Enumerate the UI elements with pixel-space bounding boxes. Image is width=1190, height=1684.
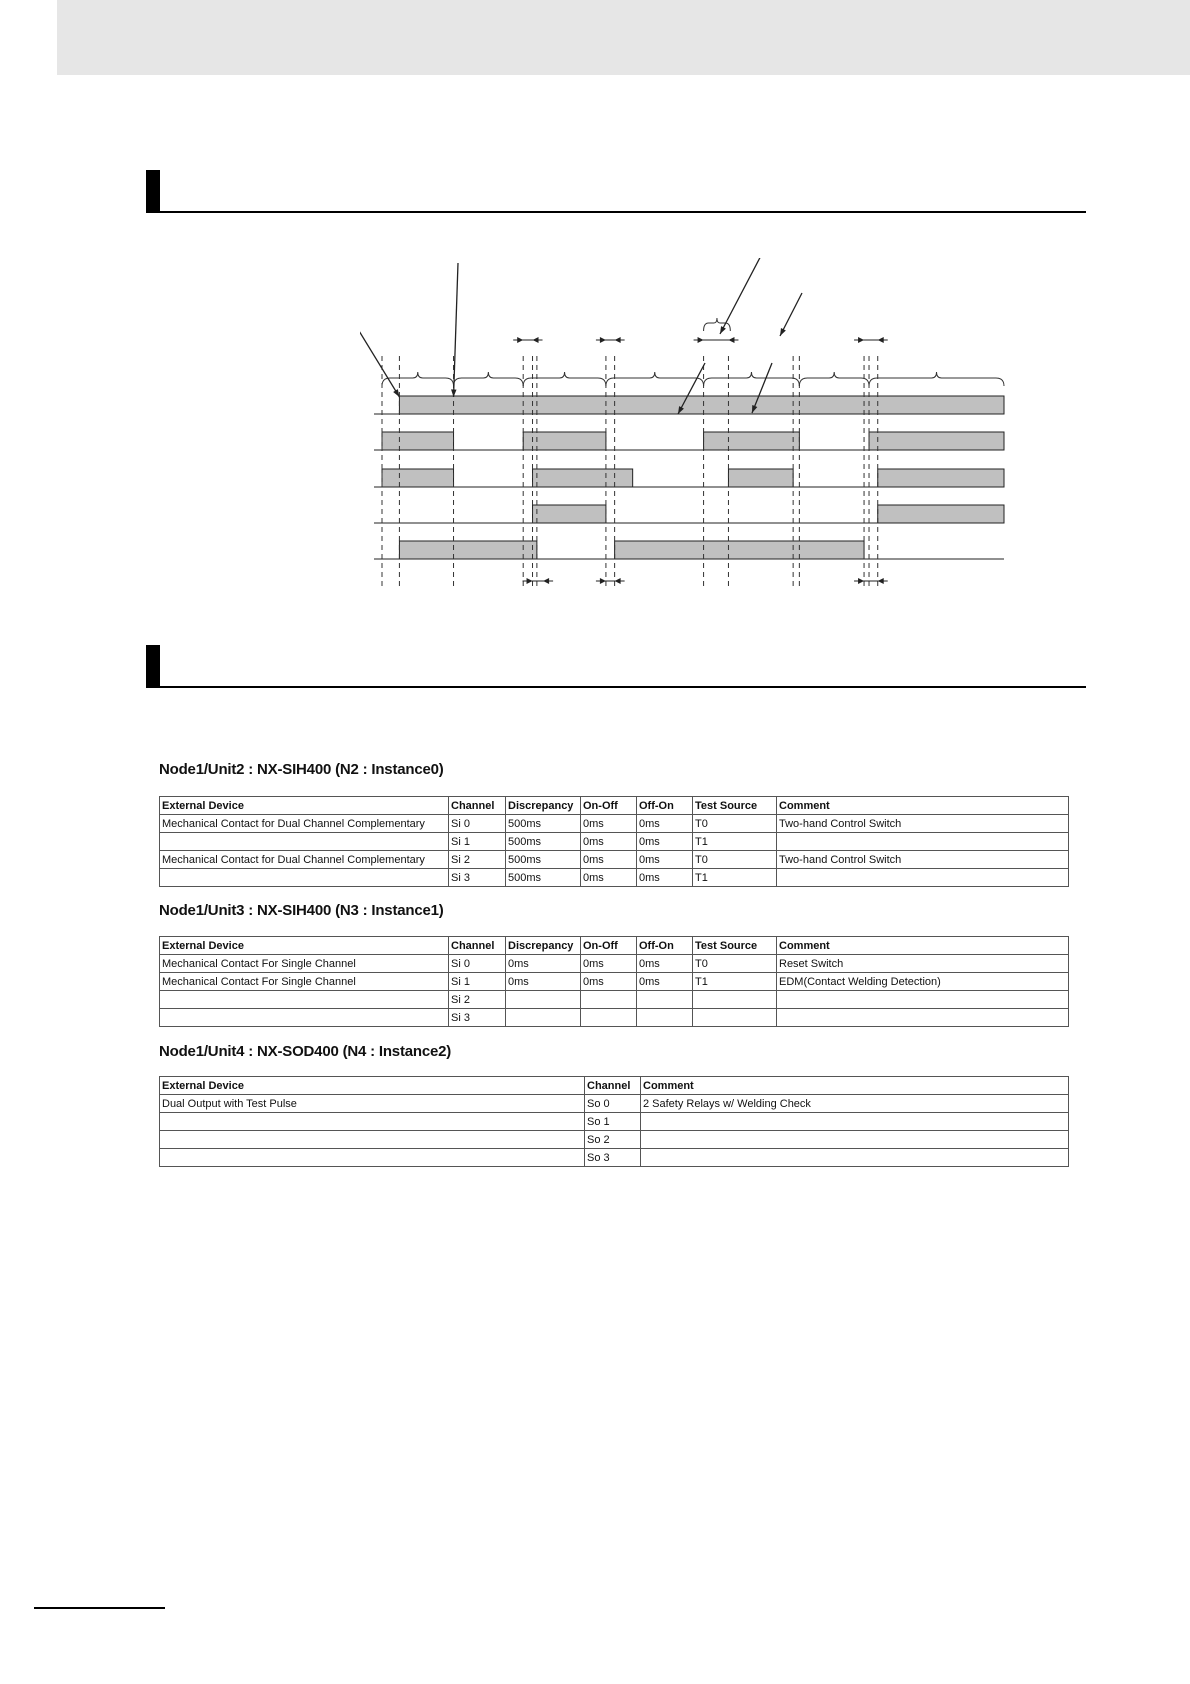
signal-pulse [615,541,864,559]
cell-channel: Si 0 [449,815,506,833]
cell-test-source [693,991,777,1009]
cell-test-source [693,1009,777,1027]
leader-line [360,303,399,397]
table-row [160,955,1069,973]
header-comment: Comment [777,797,1069,815]
timing-arrowhead [615,578,621,584]
cell-comment [777,991,1069,1009]
cell-external-device [160,1149,585,1167]
cell-comment [641,1113,1069,1131]
timing-arrowhead [533,337,539,343]
signal-pulse [533,505,606,523]
table-row [160,833,1069,851]
section-heading-rule [146,211,1086,213]
timing-arrowhead [878,337,884,343]
interval-brace [454,372,524,386]
table-row [160,869,1069,887]
interval-brace [799,372,869,386]
interval-brace [704,372,800,386]
header-test-source: Test Source [693,937,777,955]
cell-channel: Si 2 [449,991,506,1009]
cell-external-device: Dual Output with Test Pulse [160,1095,585,1113]
signal-pulse [869,432,1004,450]
table-header-row [160,937,1069,955]
cell-external-device [160,1131,585,1149]
cell-channel: Si 3 [449,869,506,887]
unit2-config-table [159,796,1069,887]
table-row [160,851,1069,869]
header-channel: Channel [449,937,506,955]
cell-channel: So 3 [585,1149,641,1167]
cell-channel: Si 1 [449,833,506,851]
signal-pulse [382,469,454,487]
cell-external-device: Mechanical Contact for Dual Channel Complementary [160,851,449,869]
header-channel: Channel [449,797,506,815]
interval-brace [869,372,1004,386]
signal-pulse [399,541,536,559]
cell-discrepancy [506,1009,581,1027]
cell-channel: Si 3 [449,1009,506,1027]
header-comment: Comment [641,1077,1069,1095]
cell-external-device [160,991,449,1009]
cell-channel: So 0 [585,1095,641,1113]
leader-arrowhead [780,328,786,336]
header-band [57,0,1190,75]
cell-external-device [160,1113,585,1131]
interval-brace [382,372,454,386]
header-off-on: Off-On [637,937,693,955]
table-row [160,991,1069,1009]
cell-discrepancy: 0ms [506,955,581,973]
timing-arrowhead [600,337,606,343]
timing-arrowhead [728,337,734,343]
cell-on-off: 0ms [581,955,637,973]
cell-comment: EDM(Contact Welding Detection) [777,973,1069,991]
section-heading-rule [146,686,1086,688]
cell-external-device [160,869,449,887]
section-heading-marker [146,645,160,688]
unit4-config-table [159,1076,1069,1167]
cell-on-off: 0ms [581,833,637,851]
header-discrepancy: Discrepancy [506,797,581,815]
cell-external-device: Mechanical Contact For Single Channel [160,973,449,991]
leader-arrowhead [393,389,399,397]
cell-test-source: T0 [693,851,777,869]
signal-pulse [399,396,1004,414]
cell-comment: 2 Safety Relays w/ Welding Check [641,1095,1069,1113]
cell-test-source: T1 [693,973,777,991]
cell-external-device [160,833,449,851]
cell-discrepancy: 0ms [506,973,581,991]
unit-title: Node1/Unit3 : NX-SIH400 (N3 : Instance1) [159,902,444,919]
table-header-row [160,797,1069,815]
cell-comment [777,869,1069,887]
unit3-config-table [159,936,1069,1027]
timing-arrowhead [527,578,533,584]
cell-off-on: 0ms [637,869,693,887]
timing-arrowhead [858,578,864,584]
cell-off-on: 0ms [637,833,693,851]
header-off-on: Off-On [637,797,693,815]
timing-arrowhead [878,578,884,584]
timing-arrowhead [600,578,606,584]
cell-channel: Si 1 [449,973,506,991]
signal-pulse [533,469,633,487]
signal-pulse [382,432,454,450]
cell-test-source: T0 [693,815,777,833]
cell-comment: Reset Switch [777,955,1069,973]
table-row [160,1095,1069,1113]
section-heading-bar-2 [146,645,1086,688]
cell-on-off: 0ms [581,815,637,833]
signal-pulse [728,469,793,487]
table-row [160,1113,1069,1131]
cell-channel: So 1 [585,1113,641,1131]
cell-external-device: Mechanical Contact For Single Channel [160,955,449,973]
timing-arrowhead [858,337,864,343]
cell-discrepancy: 500ms [506,833,581,851]
interval-brace [523,372,606,386]
signal-pulse [878,469,1004,487]
signal-pulse [704,432,800,450]
header-external-device: External Device [160,797,449,815]
cell-comment: Two-hand Control Switch [777,851,1069,869]
cell-test-source: T0 [693,955,777,973]
cell-comment: Two-hand Control Switch [777,815,1069,833]
header-comment: Comment [777,937,1069,955]
header-external-device: External Device [160,1077,585,1095]
cell-off-on: 0ms [637,851,693,869]
header-external-device: External Device [160,937,449,955]
table-row [160,1149,1069,1167]
header-discrepancy: Discrepancy [506,937,581,955]
cell-discrepancy: 500ms [506,869,581,887]
signal-pulse [878,505,1004,523]
cell-comment [777,833,1069,851]
timing-arrowhead [615,337,621,343]
header-channel: Channel [585,1077,641,1095]
leader-line [720,258,765,334]
cell-off-on: 0ms [637,815,693,833]
table-row [160,1131,1069,1149]
section-heading-bar [146,170,1086,213]
signal-pulse [523,432,606,450]
cell-on-off: 0ms [581,973,637,991]
cell-discrepancy [506,991,581,1009]
header-on-off: On-Off [581,937,637,955]
leader-arrowhead [720,326,726,334]
cell-on-off [581,991,637,1009]
cell-external-device [160,1009,449,1027]
table-header-row [160,1077,1069,1095]
cell-off-on: 0ms [637,973,693,991]
cell-test-source: T1 [693,869,777,887]
cell-external-device: Mechanical Contact for Dual Channel Complementary [160,815,449,833]
cell-comment [641,1131,1069,1149]
header-on-off: On-Off [581,797,637,815]
cell-on-off: 0ms [581,851,637,869]
unit-title: Node1/Unit4 : NX-SOD400 (N4 : Instance2) [159,1043,452,1060]
cell-test-source: T1 [693,833,777,851]
table-row [160,815,1069,833]
timing-arrowhead [698,337,704,343]
cell-off-on [637,1009,693,1027]
timing-chart [360,258,1010,598]
interval-brace [704,318,731,331]
timing-arrowhead [517,337,523,343]
cell-comment [641,1149,1069,1167]
leader-line [454,263,458,397]
cell-channel: Si 2 [449,851,506,869]
cell-on-off: 0ms [581,869,637,887]
cell-comment [777,1009,1069,1027]
footer-rule [34,1607,165,1609]
section-heading-marker [146,170,160,213]
table-row [160,1009,1069,1027]
table-row [160,973,1069,991]
cell-channel: Si 0 [449,955,506,973]
header-test-source: Test Source [693,797,777,815]
cell-channel: So 2 [585,1131,641,1149]
cell-discrepancy: 500ms [506,851,581,869]
cell-on-off [581,1009,637,1027]
cell-discrepancy: 500ms [506,815,581,833]
unit-title: Node1/Unit2 : NX-SIH400 (N2 : Instance0) [159,761,444,778]
cell-off-on [637,991,693,1009]
timing-arrowhead [543,578,549,584]
interval-brace [606,372,704,386]
cell-off-on: 0ms [637,955,693,973]
